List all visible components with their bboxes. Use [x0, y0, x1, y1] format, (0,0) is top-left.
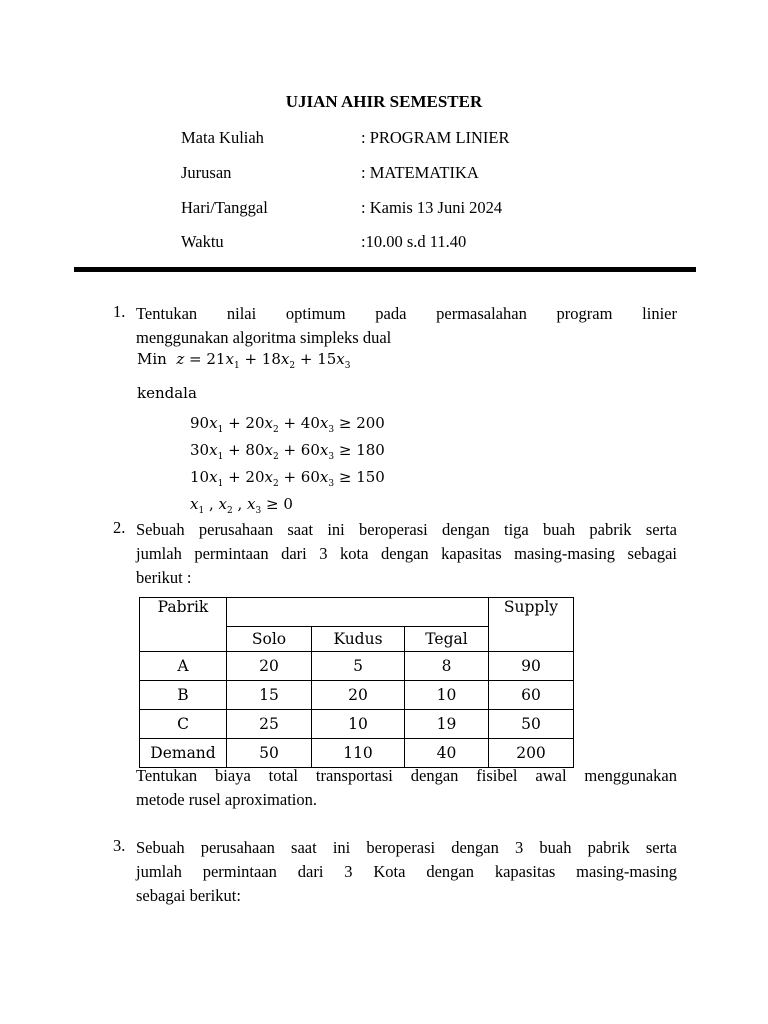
- constraint-1: $90x_1 + 20x_2 + 40x_3 \ge 200$: [190, 414, 385, 435]
- meta-value: : Kamis 13 Juni 2024: [361, 198, 503, 217]
- row-label: A: [140, 651, 227, 680]
- constraint-3: $10x_1 + 20x_2 + 60x_3 \ge 150$: [190, 468, 385, 489]
- cost-cell: 20: [227, 651, 312, 680]
- supply-header-spacer: [489, 626, 574, 651]
- meta-value: :10.00 s.d 11.40: [361, 232, 467, 251]
- question-1-number: 1.: [113, 302, 126, 321]
- city-header: Solo: [227, 626, 312, 651]
- cost-cell: 8: [405, 651, 489, 680]
- exam-title: UJIAN AHIR SEMESTER: [285, 92, 483, 111]
- question-2-instruction: [136, 764, 677, 812]
- question-text-line: Sebuah perusahaan saat ini beroperasi dengan tiga buah pabrik serta: [136, 520, 677, 539]
- objective-function: Min $z = 21x_1 + 18x_2 + 15x_3$: [137, 350, 351, 371]
- row-label: C: [140, 709, 227, 738]
- meta-key: Waktu: [181, 232, 224, 251]
- question-text-line: berikut :: [136, 568, 192, 587]
- constraint-2: $30x_1 + 80x_2 + 60x_3 \ge 180$: [190, 441, 385, 462]
- question-3-number: 3.: [113, 836, 126, 855]
- question-text-line: Tentukan nilai optimum pada permasalahan program linier: [136, 304, 677, 323]
- question-2-text: [136, 518, 677, 590]
- question-text-line: jumlah permintaan dari 3 Kota dengan kapasitas masing-masing: [136, 862, 677, 881]
- cost-cell: 10: [312, 709, 405, 738]
- question-text-line: menggunakan algoritma simpleks dual: [136, 328, 392, 347]
- transport-table: [139, 597, 574, 768]
- question-text-line: Sebuah perusahaan saat ini beroperasi dengan 3 buah pabrik serta: [136, 838, 677, 857]
- meta-key: Mata Kuliah: [181, 128, 264, 147]
- table-row: [140, 738, 574, 767]
- city-header-group: [227, 598, 489, 627]
- pabrik-header: Pabrik: [140, 598, 227, 627]
- objective-prefix: Min: [137, 350, 167, 368]
- supply-header: Supply: [489, 598, 574, 627]
- demand-cell: 50: [227, 738, 312, 767]
- cost-cell: 20: [312, 680, 405, 709]
- question-text-line: Tentukan biaya total transportasi dengan fisibel awal menggunakan: [136, 766, 677, 785]
- table-row: [140, 651, 574, 680]
- row-label: Demand: [140, 738, 227, 767]
- demand-cell: 40: [405, 738, 489, 767]
- city-header: Tegal: [405, 626, 489, 651]
- supply-cell: 90: [489, 651, 574, 680]
- question-text-line: jumlah permintaan dari 3 kota dengan kapasitas masing-masing sebagai: [136, 544, 677, 563]
- header-divider: [74, 267, 696, 272]
- question-1-text: [136, 302, 677, 350]
- pabrik-header-spacer: [140, 626, 227, 651]
- constraints-label: kendala: [137, 384, 197, 402]
- table-row: [140, 680, 574, 709]
- nonnegativity-constraint: $x_1$ , $x_2$ , $x_3 \ge 0$: [190, 495, 293, 516]
- table-row: [140, 709, 574, 738]
- question-2-number: 2.: [113, 518, 126, 537]
- demand-cell: 110: [312, 738, 405, 767]
- question-text-line: sebagai berikut:: [136, 886, 241, 905]
- question-text-line: metode rusel aproximation.: [136, 790, 317, 809]
- supply-cell: 50: [489, 709, 574, 738]
- cost-cell: 10: [405, 680, 489, 709]
- meta-value: : MATEMATIKA: [361, 163, 479, 182]
- total-cell: 200: [489, 738, 574, 767]
- meta-value: : PROGRAM LINIER: [361, 128, 510, 147]
- cost-cell: 5: [312, 651, 405, 680]
- cost-cell: 25: [227, 709, 312, 738]
- row-label: B: [140, 680, 227, 709]
- city-header: Kudus: [312, 626, 405, 651]
- meta-key: Jurusan: [181, 163, 232, 182]
- supply-cell: 60: [489, 680, 574, 709]
- meta-key: Hari/Tanggal: [181, 198, 268, 217]
- question-3-text: [136, 836, 677, 908]
- cost-cell: 15: [227, 680, 312, 709]
- cost-cell: 19: [405, 709, 489, 738]
